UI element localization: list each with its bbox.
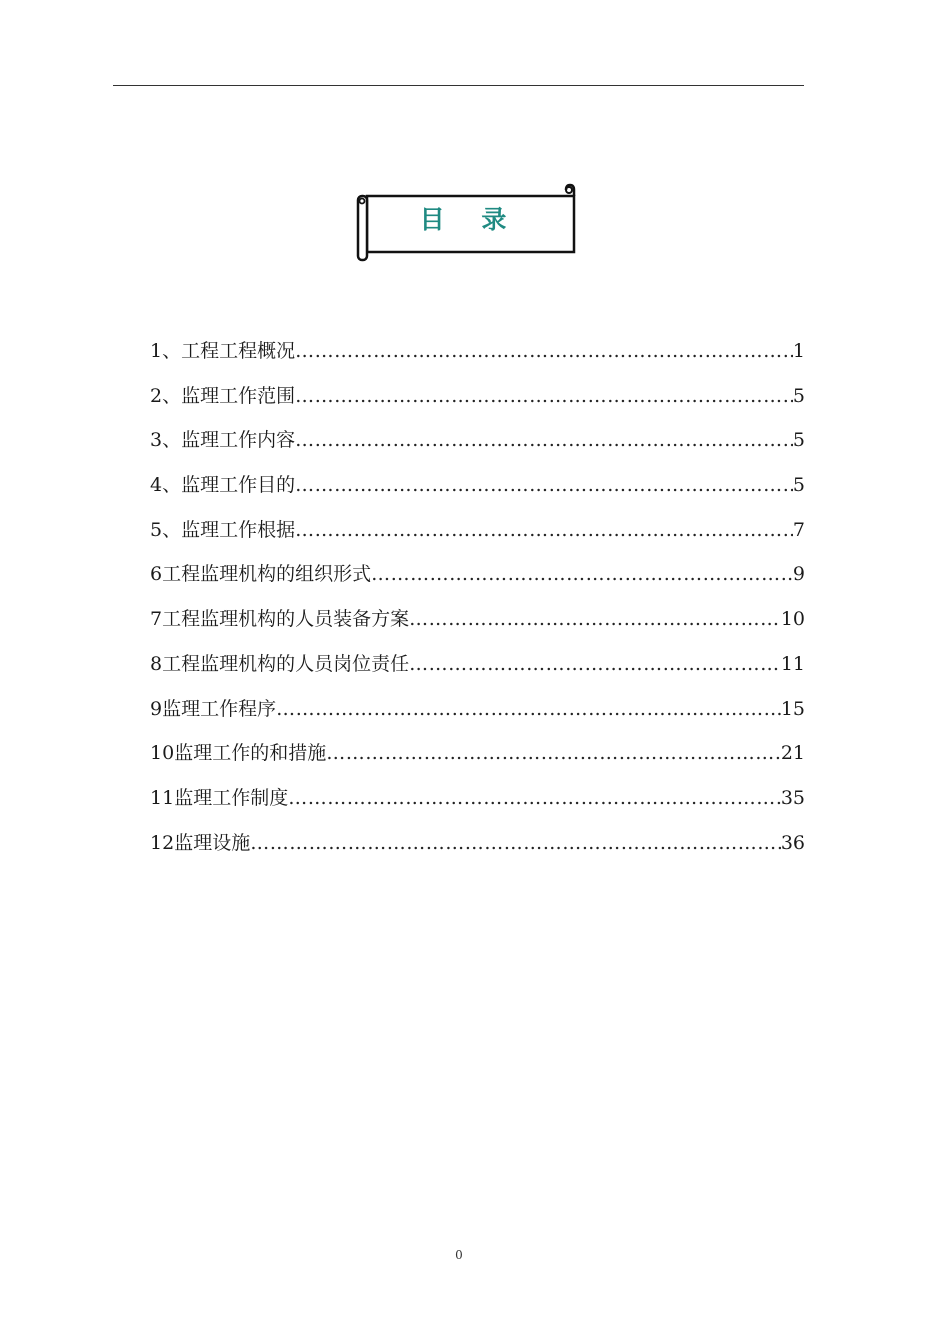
toc-entry-page: 35 [780, 786, 805, 809]
toc-entry-number: 6 [150, 563, 163, 586]
toc-dot-leader [409, 603, 781, 635]
toc-entry-title: 工程监理机构的人员岗位责任 [162, 652, 410, 675]
toc-entry-number: 5、 [150, 518, 182, 541]
toc-entry-number: 1、 [150, 340, 182, 362]
toc-dot-leader [288, 782, 781, 814]
toc-entry-number: 7 [150, 608, 163, 631]
toc-entry-page: 7 [792, 518, 805, 541]
toc-dot-leader [276, 693, 781, 725]
toc-entry-title: 工程监理机构的人员装备方案 [162, 608, 410, 631]
toc-entry-page: 21 [780, 742, 805, 765]
toc-entry-number: 11 [150, 786, 175, 809]
toc-dot-leader [409, 648, 781, 680]
toc-entry[interactable] [150, 335, 805, 380]
toc-dot-leader [250, 827, 781, 859]
toc-dot-leader [295, 424, 793, 456]
toc-entry-page: 10 [780, 608, 805, 631]
toc-entry[interactable] [150, 827, 805, 872]
page-number: 0 [455, 1248, 463, 1262]
toc-entry-title: 工程监理机构的组织形式 [162, 563, 372, 586]
table-of-contents [150, 335, 805, 871]
toc-entry-page: 5 [792, 429, 805, 452]
toc-heading: 目 录 [419, 205, 521, 234]
toc-entry-page: 15 [780, 697, 805, 720]
toc-entry-page: 5 [792, 384, 805, 407]
toc-dot-leader [295, 469, 793, 501]
toc-entry-title: 监理工作程序 [162, 697, 277, 720]
toc-entry-page: 11 [780, 652, 805, 675]
toc-dot-leader [295, 335, 793, 367]
toc-entry-number: 4、 [150, 474, 182, 497]
toc-entry[interactable] [150, 648, 805, 693]
toc-dot-leader [326, 737, 781, 769]
toc-entry-title: 工程工程概况 [181, 340, 296, 362]
toc-entry[interactable] [150, 782, 805, 827]
toc-entry[interactable] [150, 514, 805, 559]
toc-entry-title: 监理设施 [174, 831, 251, 854]
toc-entry[interactable] [150, 737, 805, 782]
toc-entry-page: 36 [780, 831, 805, 854]
toc-entry[interactable] [150, 469, 805, 514]
toc-entry-title: 监理工作根据 [181, 518, 296, 541]
toc-entry[interactable] [150, 424, 805, 469]
toc-entry[interactable] [150, 693, 805, 738]
toc-entry-title: 监理工作目的 [181, 474, 296, 497]
toc-entry[interactable] [150, 603, 805, 648]
toc-entry[interactable] [150, 380, 805, 425]
toc-dot-leader [295, 380, 793, 412]
toc-entry-page: 9 [792, 563, 805, 586]
toc-dot-leader [371, 558, 793, 590]
toc-entry-number: 12 [150, 831, 175, 854]
toc-entry-title: 监理工作范围 [181, 384, 296, 407]
toc-entry-number: 8 [150, 652, 163, 675]
toc-entry-title: 监理工作的和措施 [174, 742, 327, 765]
toc-dot-leader [295, 514, 793, 546]
toc-entry-number: 3、 [150, 429, 182, 452]
toc-entry-title: 监理工作制度 [174, 786, 289, 809]
toc-entry-number: 2、 [150, 384, 182, 407]
toc-entry-number: 10 [150, 742, 175, 765]
toc-entry-page: 5 [792, 474, 805, 497]
toc-entry-number: 9 [150, 697, 163, 720]
toc-entry[interactable] [150, 558, 805, 603]
toc-entry-title: 监理工作内容 [181, 429, 296, 452]
toc-entry-page: 1 [792, 340, 805, 362]
header-rule [113, 85, 804, 86]
